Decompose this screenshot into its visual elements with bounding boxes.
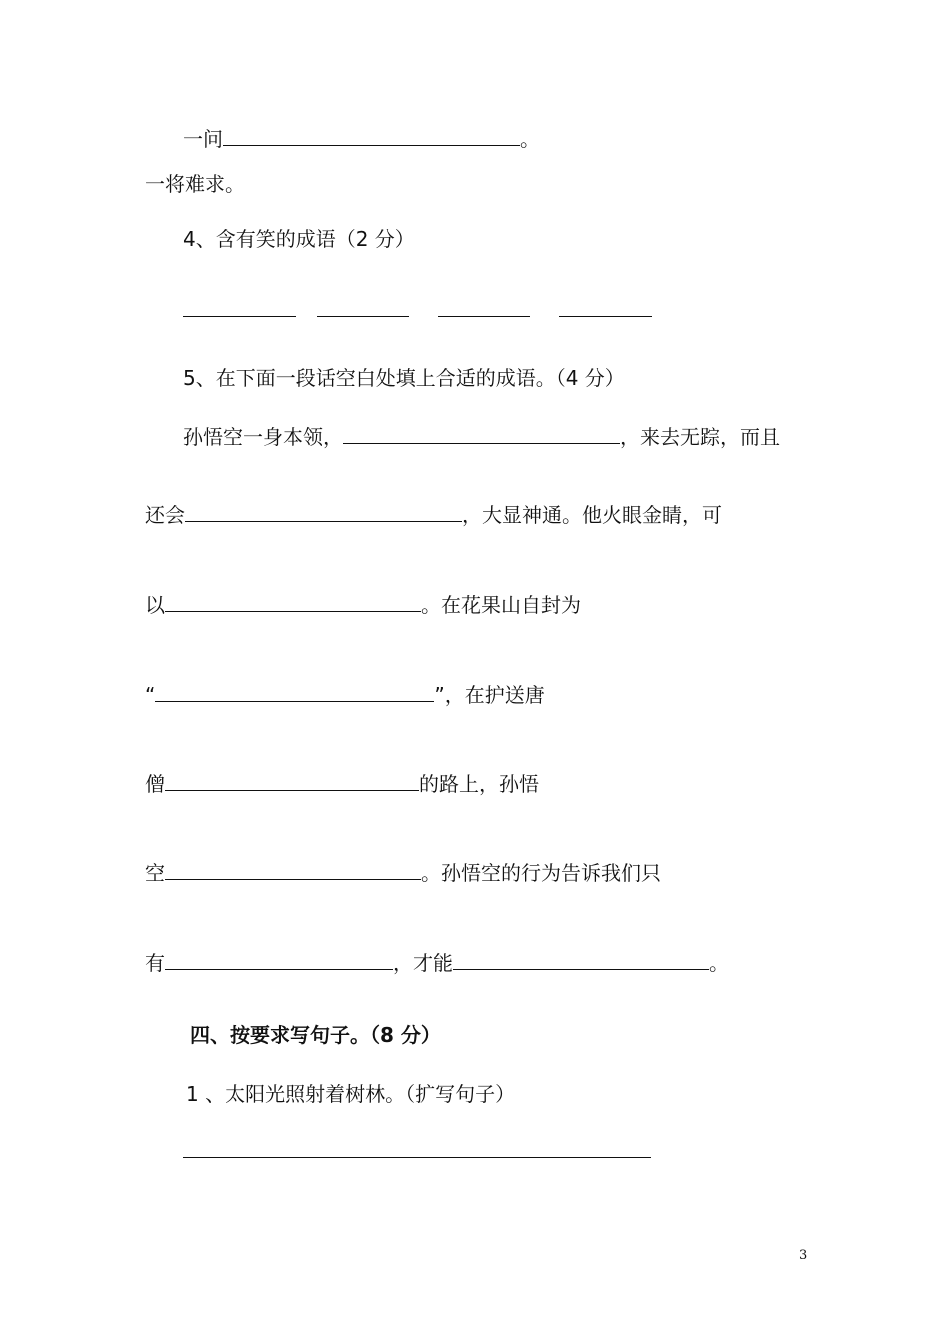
sentence-1-answer	[183, 1137, 651, 1165]
q3-suffix: 。	[520, 127, 540, 151]
section-4-title: 四、按要求写句子。（8 分）	[190, 1023, 441, 1047]
p7-prefix: 有	[145, 951, 165, 975]
question-4-text: 4、含有笑的成语（2 分）	[183, 227, 415, 251]
answer-blank[interactable]	[343, 423, 620, 444]
paragraph-line-1	[183, 423, 780, 451]
answer-blank[interactable]	[317, 296, 409, 317]
p4-prefix: “	[145, 683, 156, 707]
p2-prefix: 还会	[145, 503, 185, 527]
paragraph-line-2	[145, 501, 722, 529]
paragraph-line-5	[145, 770, 539, 798]
p4-suffix: ”，在护送唐	[434, 683, 545, 707]
answer-blank[interactable]	[559, 296, 652, 317]
p6-suffix: 。孙悟空的行为告诉我们只	[421, 861, 661, 885]
q3-continuation	[183, 125, 540, 153]
answer-blank[interactable]	[183, 1137, 651, 1158]
paragraph-line-4	[145, 681, 545, 709]
paragraph-line-7	[145, 949, 729, 977]
p1-suffix: ，来去无踪，而且	[620, 425, 780, 449]
q4-blanks	[183, 296, 652, 324]
answer-blank[interactable]	[165, 591, 421, 612]
answer-blank[interactable]	[183, 296, 296, 317]
p1-prefix: 孙悟空一身本领，	[183, 425, 343, 449]
p3-suffix: 。在花果山自封为	[421, 593, 581, 617]
answer-blank[interactable]	[165, 859, 421, 880]
p3-prefix: 以	[145, 593, 165, 617]
section-4-heading	[190, 1021, 441, 1049]
paragraph-line-6	[145, 859, 661, 887]
p6-prefix: 空	[145, 861, 165, 885]
q3-item	[145, 170, 245, 198]
p2-suffix: ，大显神通。他火眼金睛，可	[462, 503, 722, 527]
sentence-1-prompt	[186, 1080, 515, 1108]
answer-blank[interactable]	[165, 770, 419, 791]
answer-blank[interactable]	[185, 501, 462, 522]
sentence-1-text: 1 、太阳光照射着树林。（扩写句子）	[186, 1082, 516, 1106]
p7-middle: ，才能	[393, 951, 453, 975]
answer-blank[interactable]	[453, 949, 709, 970]
page-number: 3	[799, 1248, 808, 1263]
answer-blank[interactable]	[165, 949, 393, 970]
answer-blank[interactable]	[438, 296, 530, 317]
question-5-title	[183, 364, 625, 392]
p5-suffix: 的路上，孙悟	[419, 772, 539, 796]
p7-suffix: 。	[709, 951, 729, 975]
paragraph-line-3	[145, 591, 581, 619]
answer-blank[interactable]	[223, 125, 520, 146]
q3-prefix: 一问	[183, 127, 223, 151]
p5-prefix: 僧	[145, 772, 165, 796]
question-5-text: 5、在下面一段话空白处填上合适的成语。（4 分）	[183, 366, 625, 390]
question-4-title	[183, 225, 415, 253]
answer-blank[interactable]	[155, 681, 434, 702]
q3-item-text: 一将难求。	[145, 172, 245, 196]
